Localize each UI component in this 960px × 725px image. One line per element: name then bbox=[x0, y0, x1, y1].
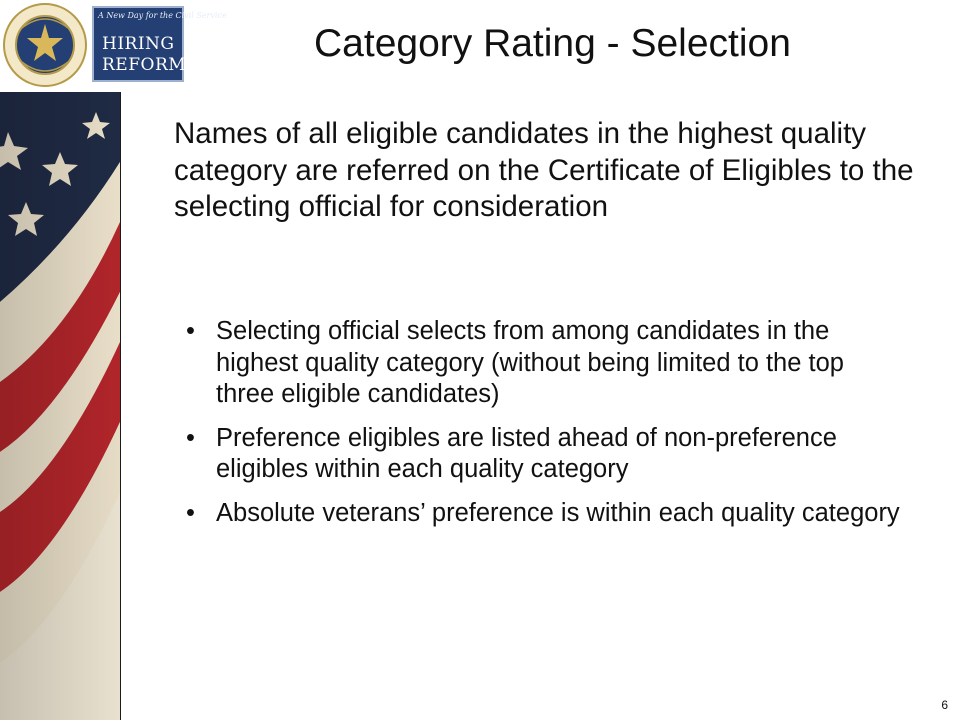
bullet-text: Selecting official selects from among candidates in the highest quality category (without being limited to the top three eligible candidates) bbox=[216, 317, 844, 409]
bullet-item bbox=[186, 423, 906, 486]
logo-brand-line2: REFORM bbox=[102, 55, 187, 75]
slide-title: Category Rating - Selection bbox=[314, 22, 791, 65]
bullet-marker: • bbox=[186, 317, 195, 345]
bullet-marker: • bbox=[186, 423, 195, 452]
logo-tagline: A New Day for the Civil Service bbox=[98, 11, 227, 20]
flag-image-icon bbox=[0, 92, 120, 720]
bullet-text: Absolute veterans’ preference is within each quality category bbox=[216, 499, 900, 528]
lead-paragraph: Names of all eligible candidates in the highest quality category are referred on the Certificate of Eligibles to the selecting official for consideration bbox=[174, 117, 914, 224]
bullet-marker: • bbox=[186, 499, 195, 528]
opm-seal-icon bbox=[2, 2, 88, 88]
page-number: 6 bbox=[941, 698, 948, 712]
flag-image bbox=[0, 92, 120, 720]
bullet-list bbox=[186, 316, 906, 542]
bullet-item bbox=[186, 316, 906, 411]
opm-hiring-reform-logo bbox=[2, 2, 227, 86]
divider-line bbox=[120, 92, 121, 720]
hiring-reform-wordmark bbox=[92, 6, 227, 82]
logo-brand-line1: HIRING bbox=[102, 34, 175, 54]
bullet-text: Preference eligibles are listed ahead of non-preference eligibles within each quality category bbox=[216, 423, 837, 484]
bullet-item bbox=[186, 498, 906, 530]
